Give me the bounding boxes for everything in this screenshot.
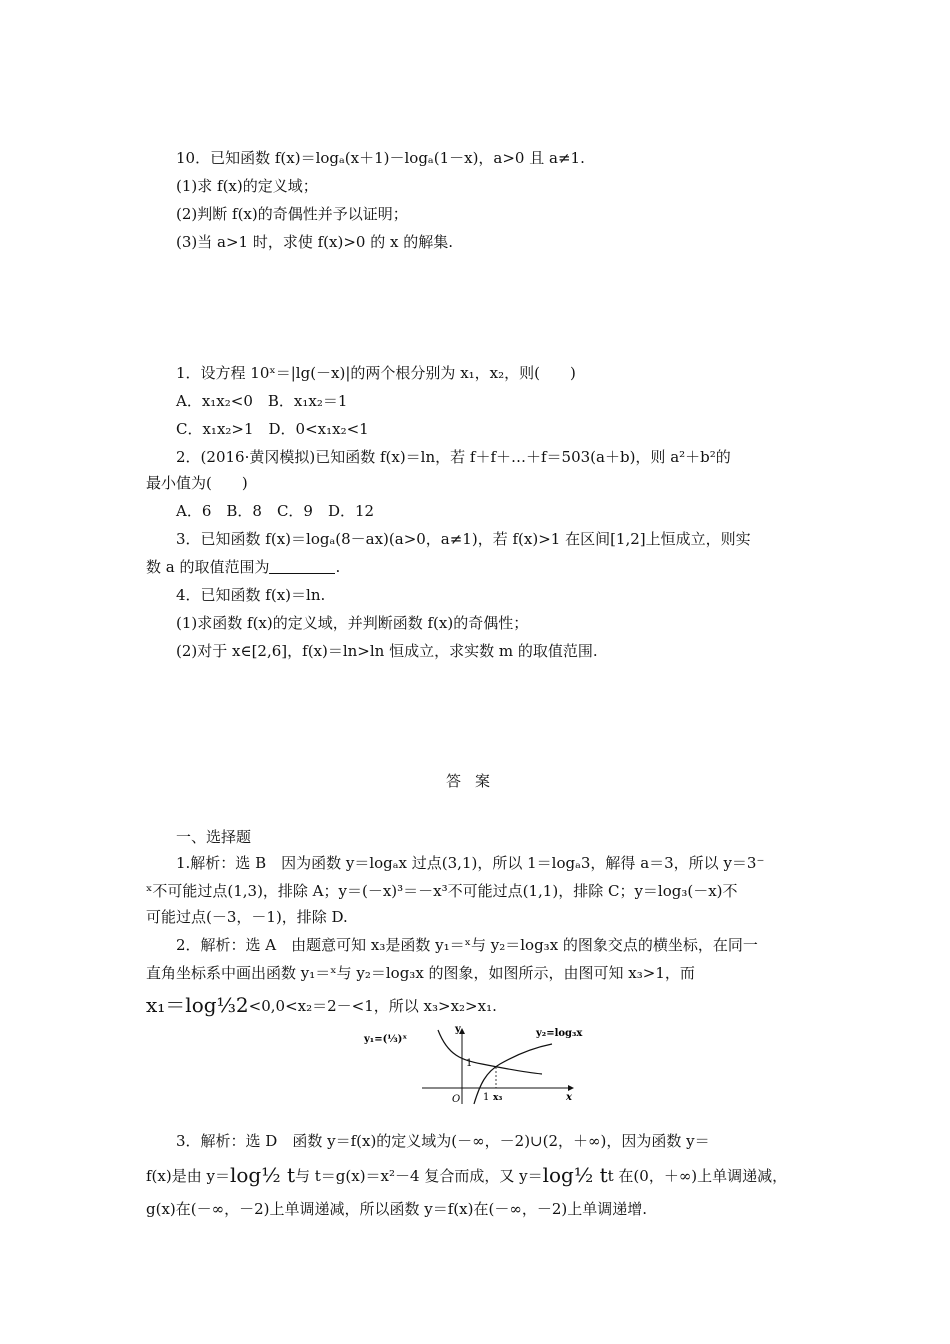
extra-problem-3: 3．已知函数 f(x)＝logₐ(8－ax)(a>0，a≠1)，若 f(x)>1 在区间[1,2]上恒成立，则实 xyxy=(176,530,751,548)
answer-3-line-3: g(x)在(－∞，－2)上单调递减，所以函数 y＝f(x)在(－∞，－2)上单调递增. xyxy=(146,1200,647,1218)
problem-10-title: 10．已知函数 f(x)＝logₐ(x＋1)－logₐ(1－x)，a>0 且 a≠1. xyxy=(176,149,585,167)
answer-3-line-1: 3．解析：选 D 函数 y＝f(x)的定义域为(－∞，－2)∪(2，＋∞)，因为函数 y＝ xyxy=(176,1132,710,1150)
answer-2-line-2: 直角坐标系中画出函数 y₁＝ˣ与 y₂＝log₃x 的图象，如图所示，由图可知 x₃>1，而 xyxy=(146,964,695,982)
extra-problem-2: 2．(2016·黄冈模拟)已知函数 f(x)＝ln，若 f＋f＋…＋f＝503(a＋b)，则 a²＋b²的 xyxy=(176,448,731,466)
answer-2-line-3-text: <0,0<x₂＝2－<1，所以 x₃>x₂>x₁. xyxy=(248,997,497,1015)
extra-problem-1-options-cd: C．x₁x₂>1 D．0<x₁x₂<1 xyxy=(176,420,369,438)
extra-problem-4: 4．已知函数 f(x)＝ln. xyxy=(176,586,326,604)
extra-problem-4-q1: (1)求函数 f(x)的定义域，并判断函数 f(x)的奇偶性； xyxy=(176,614,529,632)
answer-3-log-1: log½ t xyxy=(229,1163,295,1187)
answer-blank xyxy=(269,559,335,574)
extra-problem-3-text: 数 a 的取值范围为 xyxy=(146,558,270,576)
extra-problem-4-q2: (2)对于 x∈[2,6]，f(x)＝ln>ln 恒成立，求实数 m 的取值范围. xyxy=(176,642,598,660)
answer-3-log-2: log½ t xyxy=(542,1163,608,1187)
answer-2-log-expression: x₁＝log⅓2 xyxy=(146,993,249,1017)
problem-10-q3: (3)当 a>1 时，求使 f(x)>0 的 x 的解集. xyxy=(176,233,453,251)
x3-label: x₃ xyxy=(493,1093,503,1103)
answer-3-text-c: t 在(0，＋∞)上单调递减， xyxy=(607,1167,788,1185)
extra-problem-2-cont: 最小值为( ) xyxy=(146,474,248,492)
y2-label: y₂=log₃x xyxy=(536,1028,583,1039)
answer-3-text-a: f(x)是由 y＝ xyxy=(146,1167,230,1185)
origin-label: O xyxy=(452,1094,461,1105)
answer-1-line-2: ˣ不可能过点(1,3)，排除 A；y＝(－x)³＝－x³不可能过点(1,1)，排除 C；y＝log₃(－x)不 xyxy=(146,882,738,900)
answer-2-line-1: 2．解析：选 A 由题意可知 x₃是函数 y₁＝ˣ与 y₂＝log₃x 的图象交点的横坐标，在同一 xyxy=(176,936,758,954)
y1-label: y₁=(⅓)ˣ xyxy=(364,1034,408,1045)
extra-problem-3-cont xyxy=(146,556,816,578)
problem-10-q2: (2)判断 f(x)的奇偶性并予以证明； xyxy=(176,205,408,223)
answers-heading: 答案 xyxy=(445,772,504,790)
extra-problem-2-options: A．6 B．8 C．9 D．12 xyxy=(176,502,375,520)
answer-1-line-3: 可能过点(－3，－1)，排除 D. xyxy=(146,908,348,926)
extra-problem-1-options-ab: A．x₁x₂<0 B．x₁x₂＝1 xyxy=(176,392,348,410)
answer-1-line-1: 1.解析：选 B 因为函数 y＝logₐx 过点(3,1)，所以 1＝logₐ3，解得 a＝3，所以 y＝3⁻ xyxy=(176,854,765,872)
function-graph-figure xyxy=(362,1026,584,1106)
x-one-label: 1 xyxy=(483,1092,490,1103)
y-one-label: 1 xyxy=(466,1058,473,1069)
answer-2-line-3 xyxy=(146,994,816,1017)
problem-10-q1: (1)求 f(x)的定义域； xyxy=(176,177,318,195)
y-axis-label: y xyxy=(455,1026,461,1035)
extra-problem-1: 1．设方程 10ˣ＝|lg(－x)|的两个根分别为 x₁，x₂，则( ) xyxy=(176,364,576,382)
answers-section-title: 一、选择题 xyxy=(176,828,252,846)
answer-3-line-2 xyxy=(146,1164,816,1187)
x-axis-label: x xyxy=(566,1092,572,1103)
answer-3-text-b: 与 t＝g(x)＝x²－4 复合而成，又 y＝ xyxy=(295,1167,543,1185)
extra-problem-3-end: . xyxy=(335,558,341,576)
